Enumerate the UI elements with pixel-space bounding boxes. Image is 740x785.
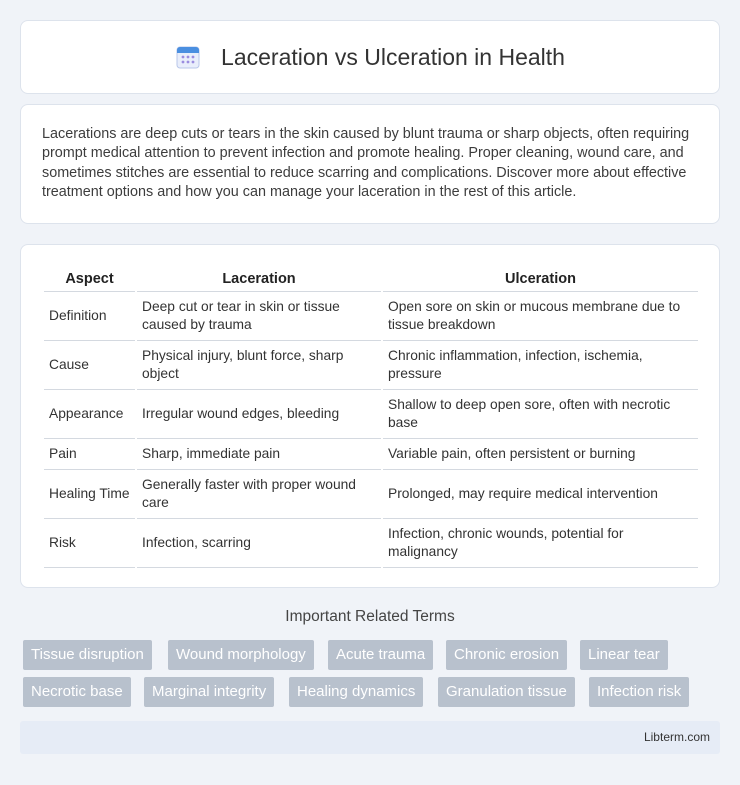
tag-necrotic-base[interactable]: Necrotic base — [23, 677, 131, 707]
tag-wound-morphology[interactable]: Wound morphology — [168, 640, 314, 670]
footer — [20, 721, 720, 754]
intro-card — [20, 104, 720, 224]
table-row — [44, 519, 698, 568]
header-laceration: Laceration — [137, 265, 381, 292]
laceration-cell: Infection, scarring — [137, 519, 381, 568]
table-row — [44, 470, 698, 519]
laceration-cell: Sharp, immediate pain — [137, 439, 381, 470]
header-aspect: Aspect — [44, 265, 135, 292]
ulceration-cell: Shallow to deep open sore, often with necrotic base — [383, 390, 698, 439]
table-row — [44, 341, 698, 390]
ulceration-cell: Open sore on skin or mucous membrane due to tissue breakdown — [383, 292, 698, 341]
tag-chronic-erosion[interactable]: Chronic erosion — [446, 640, 567, 670]
aspect-cell: Appearance — [44, 390, 135, 439]
table-header-row — [44, 265, 698, 292]
calendar-icon — [175, 44, 201, 70]
tag-granulation-tissue[interactable]: Granulation tissue — [438, 677, 575, 707]
table-row — [44, 439, 698, 470]
aspect-cell: Risk — [44, 519, 135, 568]
title-card — [20, 20, 720, 94]
ulceration-cell: Prolonged, may require medical intervention — [383, 470, 698, 519]
ulceration-cell: Variable pain, often persistent or burning — [383, 439, 698, 470]
footer-site-link[interactable]: Libterm.com — [643, 730, 710, 744]
laceration-cell: Physical injury, blunt force, sharp object — [137, 341, 381, 390]
intro-text: Lacerations are deep cuts or tears in the skin caused by blunt trauma or sharp objects, often requiring prompt medical attention to prevent infection and promote healing. Proper cleaning, wound care, and sometimes stitches are essential to reduce scarring and complications. Discover more about effective treatment options and how you can manage your laceration in the rest of this article. — [42, 126, 690, 201]
tag-tissue-disruption[interactable]: Tissue disruption — [23, 640, 152, 670]
laceration-cell: Deep cut or tear in skin or tissue caused by trauma — [137, 292, 381, 341]
tag-acute-trauma[interactable]: Acute trauma — [328, 640, 433, 670]
related-terms-title: Important Related Terms — [285, 608, 455, 625]
page-title: Laceration vs Ulceration in Health — [221, 43, 565, 70]
comparison-table — [42, 265, 700, 568]
aspect-cell: Cause — [44, 341, 135, 390]
tag-marginal-integrity[interactable]: Marginal integrity — [144, 677, 274, 707]
aspect-cell: Healing Time — [44, 470, 135, 519]
table-row — [44, 292, 698, 341]
tag-infection-risk[interactable]: Infection risk — [589, 677, 689, 707]
tag-healing-dynamics[interactable]: Healing dynamics — [289, 677, 423, 707]
comparison-card — [20, 244, 720, 588]
ulceration-cell: Chronic inflammation, infection, ischemia, pressure — [383, 341, 698, 390]
aspect-cell: Definition — [44, 292, 135, 341]
table-row — [44, 390, 698, 439]
header-ulceration: Ulceration — [383, 265, 698, 292]
laceration-cell: Generally faster with proper wound care — [137, 470, 381, 519]
laceration-cell: Irregular wound edges, bleeding — [137, 390, 381, 439]
aspect-cell: Pain — [44, 439, 135, 470]
ulceration-cell: Infection, chronic wounds, potential for malignancy — [383, 519, 698, 568]
tag-linear-tear[interactable]: Linear tear — [580, 640, 668, 670]
